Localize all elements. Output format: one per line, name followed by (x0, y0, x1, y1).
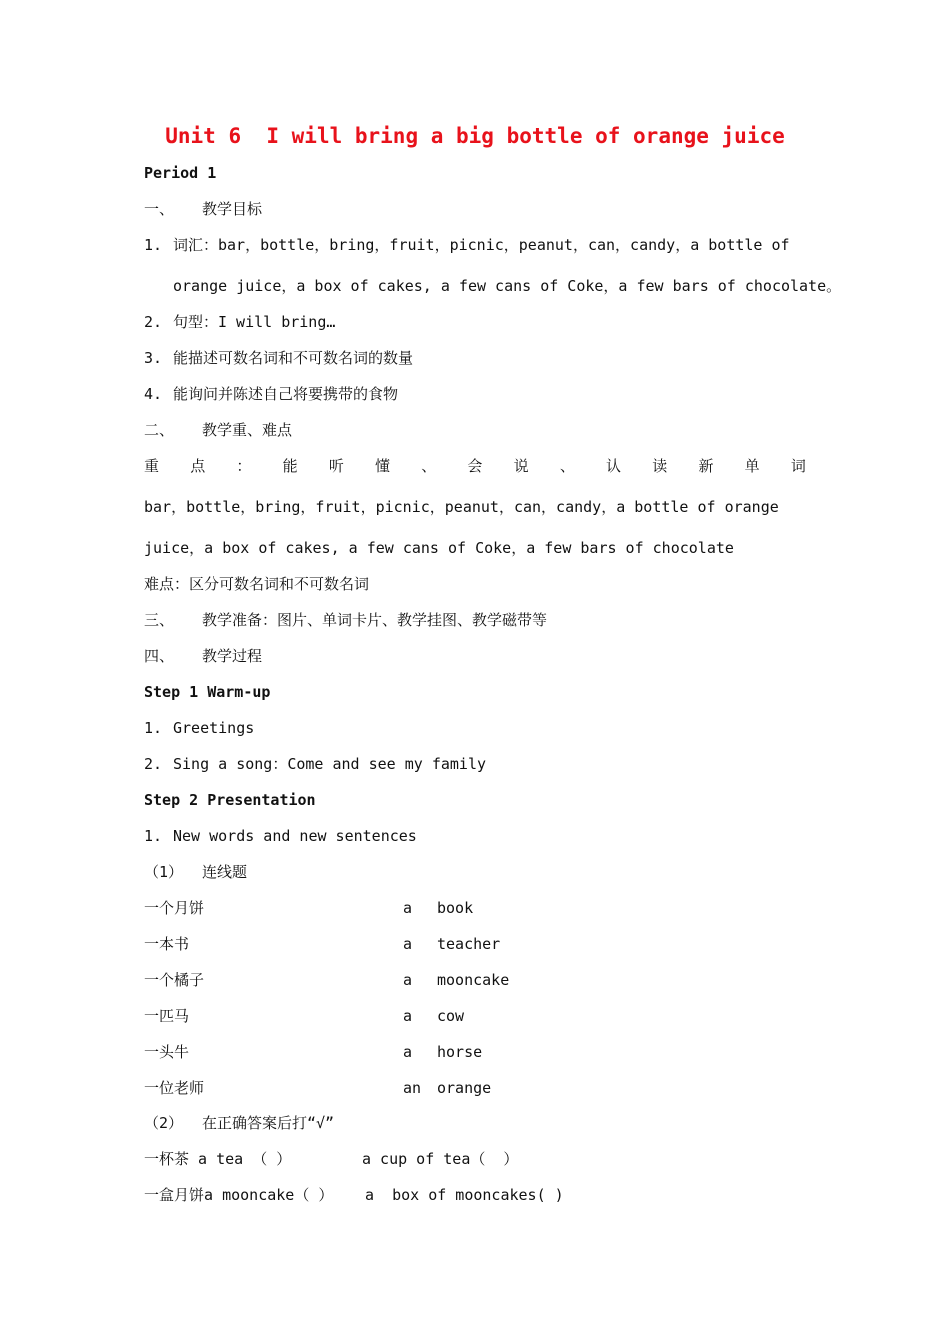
matching-chinese: 一本书 (144, 935, 190, 953)
matching-english: orange (437, 1079, 492, 1097)
matching-chinese: 一位老师 (144, 1079, 205, 1097)
keypoint-char: 能 (282, 457, 298, 475)
keypoint-char: 读 (652, 457, 668, 475)
warmup-item (144, 754, 486, 774)
matching-article: a (403, 899, 413, 917)
keypoint-char: ： (236, 457, 252, 475)
step-1-heading: Step 1 Warm-up (144, 683, 271, 701)
keypoint-char: 单 (744, 457, 760, 475)
presentation-item (144, 826, 417, 846)
choice-row (144, 1185, 333, 1205)
choice-chinese: 一盒月饼 (144, 1186, 205, 1204)
section-label: 教学目标 (202, 200, 263, 218)
goal-text: 词汇：bar，bottle，bring，fruit，picnic，peanut，can，candy，a bottle of (173, 236, 790, 254)
keypoint-char: 、 (421, 457, 437, 475)
keypoint-char: 听 (328, 457, 344, 475)
goal-number: 1. (144, 236, 163, 254)
matching-english: mooncake (437, 971, 510, 989)
goal-1 (144, 235, 790, 255)
matching-article: an (403, 1079, 422, 1097)
item-number: 1. (144, 719, 163, 737)
choice-option-2: a cup of tea（ ） (362, 1150, 519, 1168)
matching-chinese: 一个橘子 (144, 971, 205, 989)
goal-text: 能描述可数名词和不可数名词的数量 (173, 349, 414, 367)
section-number: 三、 (144, 611, 175, 629)
keypoint-char: 新 (698, 457, 714, 475)
keypoint-char: 会 (467, 457, 483, 475)
keypoint-char: 、 (559, 457, 575, 475)
matching-english: cow (437, 1007, 465, 1025)
difficulty-line: 难点：区分可数名词和不可数名词 (144, 575, 370, 593)
section-2-heading (144, 420, 292, 440)
keypoint-char: 词 (790, 457, 806, 475)
section-number: 二、 (144, 421, 175, 439)
exercise-number: （2） (144, 1114, 184, 1132)
matching-english: teacher (437, 935, 501, 953)
item-text: Sing a song：Come and see my family (173, 755, 487, 773)
section-number: 四、 (144, 647, 175, 665)
goal-text: 能询问并陈述自己将要携带的食物 (173, 385, 399, 403)
keypoint-line (144, 456, 806, 476)
goal-4 (144, 384, 398, 404)
section-label: 教学过程 (202, 647, 263, 665)
goal-2 (144, 312, 335, 332)
matching-english: book (437, 899, 474, 917)
choice-option-1: a mooncake（ ） (204, 1186, 334, 1204)
choice-chinese: 一杯茶 (144, 1150, 190, 1168)
goal-number: 2. (144, 313, 163, 331)
keypoint-char: 重 (144, 457, 160, 475)
item-text: New words and new sentences (173, 827, 417, 845)
item-number: 2. (144, 755, 163, 773)
goal-1-continued: orange juice，a box of cakes, a few cans of Coke，a few bars of chocolate。 (173, 277, 842, 295)
section-4-heading (144, 646, 262, 666)
choice-option-2: a box of mooncakes( ) (365, 1186, 564, 1204)
exercise-label: 连线题 (202, 863, 248, 881)
matching-article: a (403, 935, 413, 953)
section-label: 教学准备：图片、单词卡片、教学挂图、教学磁带等 (202, 611, 548, 629)
goal-text: 句型：I will bring… (173, 313, 336, 331)
matching-chinese: 一匹马 (144, 1007, 190, 1025)
warmup-item (144, 718, 254, 738)
section-label: 教学重、难点 (202, 421, 293, 439)
item-text: Greetings (173, 719, 255, 737)
matching-chinese: 一头牛 (144, 1043, 190, 1061)
choice-row (144, 1149, 291, 1169)
keypoint-char: 懂 (375, 457, 391, 475)
keypoint-char: 点 (190, 457, 206, 475)
exercise-label: 在正确答案后打“√” (202, 1114, 335, 1132)
item-number: 1. (144, 827, 163, 845)
step-2-heading: Step 2 Presentation (144, 791, 316, 809)
choice-option-1: a tea （ ） (198, 1150, 292, 1168)
section-1-heading (144, 199, 262, 219)
exercise-2-heading (144, 1113, 334, 1133)
keypoint-vocab-line-2: juice，a box of cakes, a few cans of Coke，a few bars of chocolate (144, 539, 734, 557)
matching-article: a (403, 1043, 413, 1061)
section-number: 一、 (144, 200, 175, 218)
matching-english: horse (437, 1043, 483, 1061)
exercise-number: （1） (144, 863, 184, 881)
matching-article: a (403, 971, 413, 989)
period-heading: Period 1 (144, 164, 217, 182)
section-3-heading (144, 610, 547, 630)
matching-article: a (403, 1007, 413, 1025)
goal-number: 4. (144, 385, 163, 403)
keypoint-vocab-line: bar，bottle，bring，fruit，picnic，peanut，can，candy，a bottle of orange (144, 498, 779, 516)
keypoint-char: 认 (606, 457, 622, 475)
goal-3 (144, 348, 413, 368)
keypoint-char: 说 (513, 457, 529, 475)
goal-number: 3. (144, 349, 163, 367)
exercise-1-heading (144, 862, 247, 882)
matching-chinese: 一个月饼 (144, 899, 205, 917)
document-title: Unit 6 I will bring a big bottle of orange juice (165, 124, 785, 148)
